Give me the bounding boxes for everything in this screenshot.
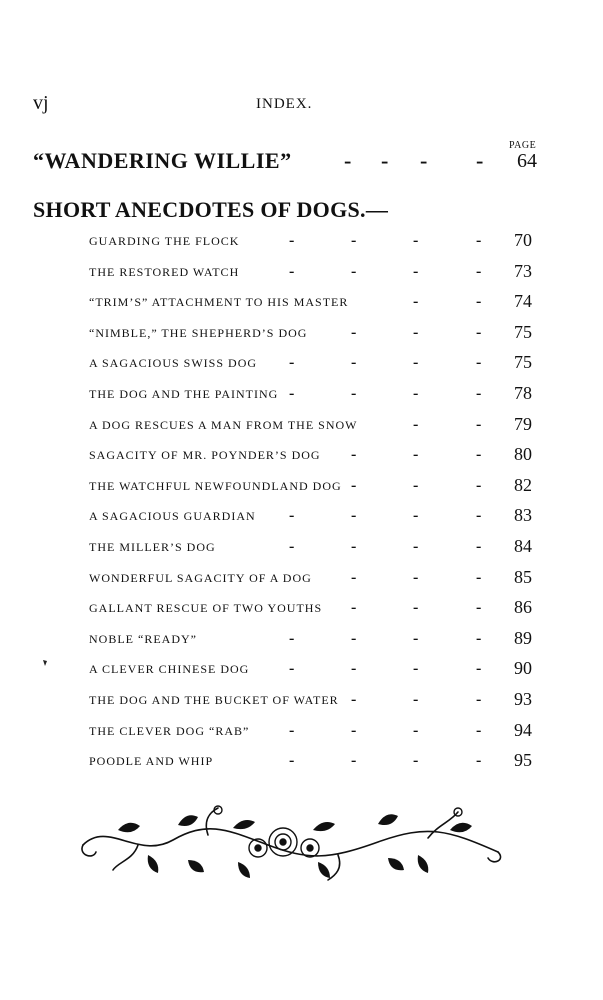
ink-speck	[42, 659, 48, 667]
leader-dot: -	[351, 660, 357, 678]
leader-dot: -	[476, 507, 482, 525]
toc-entry-page: 94	[514, 719, 532, 740]
leader-dot: -	[351, 752, 357, 770]
toc-entry-title: THE CLEVER DOG “RAB”	[89, 723, 250, 738]
toc-row	[0, 658, 603, 684]
leader-dot: -	[476, 568, 482, 586]
toc-entry-page: 90	[514, 658, 532, 679]
leader-dot: -	[351, 599, 357, 617]
toc-row	[0, 536, 603, 562]
leader-dot: -	[413, 354, 419, 372]
running-head: INDEX.	[256, 96, 313, 112]
toc-entry-page: 80	[514, 444, 532, 465]
leader-dot: -	[351, 446, 357, 464]
leader-dot: -	[476, 721, 482, 739]
leader-dot: -	[413, 446, 419, 464]
toc-entry-title: POODLE AND WHIP	[89, 754, 214, 769]
leader-dot: -	[476, 629, 482, 647]
toc-entry-title: THE DOG AND THE BUCKET OF WATER	[89, 693, 339, 707]
toc-row	[0, 383, 603, 409]
toc-entry-title: THE MILLER’S DOG	[89, 540, 216, 554]
toc-entry-page: 74	[514, 291, 532, 312]
leader-dot: -	[413, 232, 419, 249]
leader-dot: -	[289, 629, 295, 647]
leader-dot: -	[476, 691, 482, 708]
leader-dot: -	[351, 354, 357, 372]
leader-dot: -	[351, 385, 357, 402]
leader-dot: -	[289, 660, 295, 678]
leader-dot: -	[289, 262, 295, 280]
leader-dot: -	[476, 476, 482, 494]
toc-entry-title: THE WATCHFUL NEWFOUNDLAND DOG	[89, 478, 342, 493]
leader-dot: -	[351, 538, 357, 555]
main-entry-title: “WANDERING WILLIE”	[33, 148, 292, 173]
page-column-label: PAGE	[509, 140, 537, 151]
toc-row	[0, 750, 603, 776]
leader-dot: -	[476, 354, 482, 372]
leader-dot: -	[420, 148, 428, 173]
main-entry-page: 64	[517, 150, 537, 172]
leader-dot: -	[476, 446, 482, 464]
leader-dot: -	[351, 691, 357, 708]
toc-row	[0, 505, 603, 531]
toc-entry-title: THE RESTORED WATCH	[89, 264, 240, 279]
leader-dot: -	[476, 660, 482, 678]
toc-entry-title: A CLEVER CHINESE DOG	[89, 662, 250, 677]
leader-dot: -	[351, 629, 357, 647]
leader-dot: -	[289, 721, 295, 739]
leader-dot: -	[413, 599, 419, 617]
toc-entry-title: WONDERFUL SAGACITY OF A DOG	[89, 570, 312, 585]
leader-dot: -	[413, 629, 419, 647]
leader-dot: -	[413, 262, 419, 280]
toc-row	[0, 291, 603, 317]
toc-entry-page: 89	[514, 627, 532, 648]
leader-dot: -	[381, 148, 389, 173]
leader-dot: -	[289, 752, 295, 770]
leader-dot: -	[289, 354, 295, 372]
toc-row	[0, 261, 603, 287]
toc-entry-page: 93	[514, 689, 532, 709]
leader-dot: -	[413, 323, 419, 341]
toc-entry-title: A SAGACIOUS SWISS DOG	[89, 356, 258, 371]
leader-dot: -	[476, 232, 482, 249]
toc-entry-page: 70	[514, 230, 532, 250]
toc-entry-page: 95	[514, 750, 532, 771]
leader-dot: -	[476, 415, 482, 433]
leader-dot: -	[289, 232, 295, 249]
leader-dot: -	[413, 568, 419, 586]
leader-dot: -	[351, 476, 357, 494]
leader-dot: -	[413, 293, 419, 311]
toc-entry-title: “NIMBLE,” THE SHEPHERD’S DOG	[89, 325, 308, 340]
toc-entry-page: 83	[514, 505, 532, 526]
toc-entry-title: A DOG RESCUES A MAN FROM THE SNOW	[89, 417, 358, 432]
toc-row	[0, 567, 603, 593]
leader-dot: -	[289, 507, 295, 525]
leader-dot: -	[413, 721, 419, 739]
toc-entry-page: 86	[514, 597, 532, 618]
toc-entry-title: THE DOG AND THE PAINTING	[89, 387, 279, 401]
toc-entry-title: SAGACITY OF MR. POYNDER’S DOG	[89, 448, 321, 463]
leader-dot: -	[289, 385, 295, 402]
toc-entry-title: GALLANT RESCUE OF TWO YOUTHS	[89, 601, 323, 616]
toc-row	[0, 597, 603, 623]
leader-dot: -	[413, 691, 419, 708]
leader-dot: -	[289, 538, 295, 555]
toc-entry-page: 78	[514, 383, 532, 403]
leader-dot: -	[413, 538, 419, 555]
toc-entry-title: A SAGACIOUS GUARDIAN	[89, 509, 256, 524]
leader-dot: -	[351, 568, 357, 586]
toc-entry-page: 82	[514, 474, 532, 495]
leader-dot: -	[476, 752, 482, 770]
leader-dot: -	[351, 507, 357, 525]
toc-entry-page: 79	[514, 413, 532, 434]
toc-row	[0, 628, 603, 654]
toc-entry-page: 75	[514, 321, 532, 342]
leader-dot: -	[413, 415, 419, 433]
toc-row	[0, 689, 603, 715]
toc-entry-page: 73	[514, 260, 532, 281]
folio-number: vj	[33, 92, 49, 114]
leader-dot: -	[351, 721, 357, 739]
toc-entry-page: 75	[514, 352, 532, 373]
toc-entry-page: 85	[514, 566, 532, 587]
toc-entry-title: “TRIM’S” ATTACHMENT TO HIS MASTER	[89, 295, 349, 310]
leader-dot: -	[413, 507, 419, 525]
toc-entry-title: NOBLE “READY”	[89, 631, 197, 646]
toc-row	[0, 230, 603, 256]
section-heading: SHORT ANECDOTES OF DOGS.—	[33, 197, 389, 222]
leader-dot: -	[344, 148, 352, 173]
leader-dot: -	[351, 232, 357, 249]
leader-dot: -	[351, 323, 357, 341]
toc-row	[0, 322, 603, 348]
toc-row	[0, 444, 603, 470]
toc-row	[0, 352, 603, 378]
toc-row	[0, 414, 603, 440]
floral-vine-ornament-icon	[78, 800, 508, 885]
leader-dot: -	[413, 385, 419, 402]
leader-dot: -	[476, 538, 482, 555]
leader-dot: -	[476, 293, 482, 311]
leader-dot: -	[476, 262, 482, 280]
toc-row	[0, 720, 603, 746]
leader-dot: -	[476, 148, 484, 173]
leader-dot: -	[351, 262, 357, 280]
leader-dot: -	[476, 599, 482, 617]
leader-dot: -	[413, 476, 419, 494]
toc-entry-title: GUARDING THE FLOCK	[89, 234, 240, 248]
leader-dot: -	[413, 752, 419, 770]
leader-dot: -	[413, 660, 419, 678]
leader-dot: -	[476, 385, 482, 402]
leader-dot: -	[476, 323, 482, 341]
toc-entry-page: 84	[514, 536, 532, 556]
toc-row	[0, 475, 603, 501]
